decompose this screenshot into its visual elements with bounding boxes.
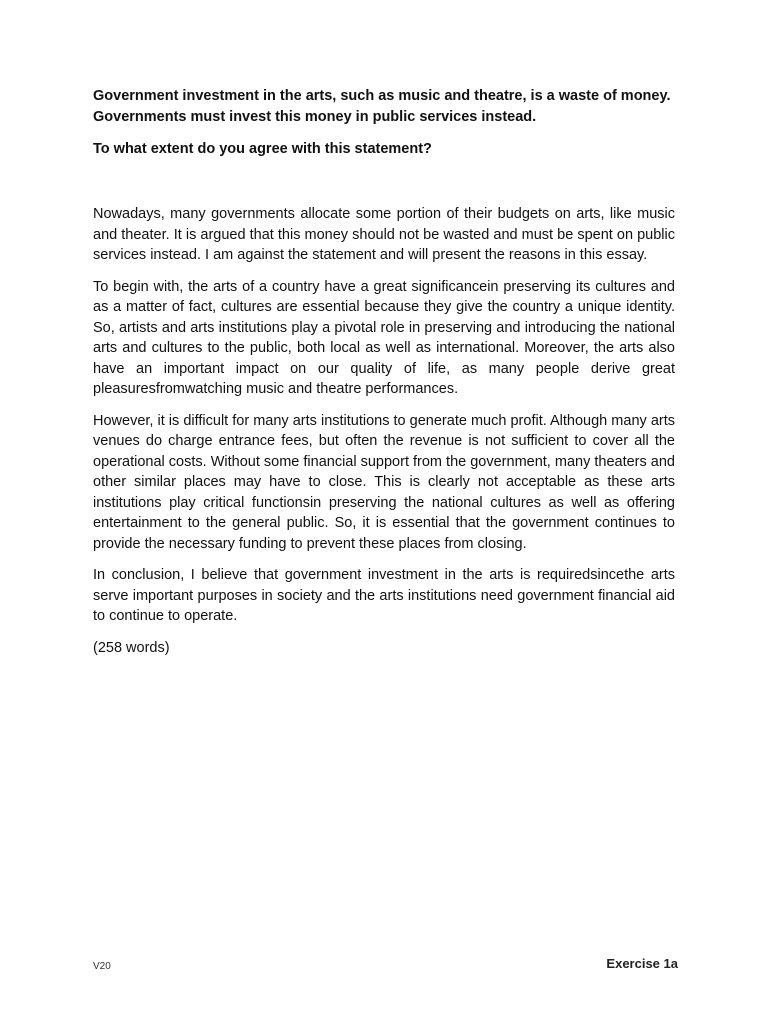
essay-paragraph-body-2: However, it is difficult for many arts institutions to generate much profit. Although many arts venues do charge entrance fees, but often the revenue is not sufficient to cover all the operational costs. Without some financial support from the government, many theaters and other similar places may have to close. This is clearly not acceptable as these arts institutions play critical functionsin preserving the national cultures as well as offering entertainment to the general public. So, it is essential that the government continues to provide the necessary funding to prevent these places from closing. (93, 412, 675, 552)
essay-question: To what extent do you agree with this statement? (93, 141, 432, 157)
essay-paragraph-conclusion: In conclusion, I believe that government investment in the arts is requiredsincethe arts serve important purposes in society and the arts institutions need government financial aid to continue to operate. (93, 567, 675, 624)
footer-version: V20 (93, 961, 111, 972)
word-count: (258 words) (93, 639, 170, 656)
essay-content (93, 86, 675, 658)
footer-exercise-label: Exercise 1a (606, 956, 678, 971)
essay-paragraph-body-1: To begin with, the arts of a country have a great significancein preserving its cultures and as a matter of fact, cultures are essential because they give the country a unique identity. So, artists and arts institutions play a pivotal role in preserving and introducing the national arts and cultures to the public, both local as well as international. Moreover, the arts also have an important impact on our quality of life, as many people derive great pleasuresfromwatching music and theatre performances. (93, 278, 675, 397)
essay-prompt: Government investment in the arts, such as music and theatre, is a waste of money. Governments must invest this money in public services instead. (93, 88, 671, 125)
essay-paragraph-introduction: Nowadays, many governments allocate some portion of their budgets on arts, like music and theater. It is argued that this money should not be wasted and must be spent on public services instead. I am against the statement and will present the reasons in this essay. (93, 206, 675, 263)
